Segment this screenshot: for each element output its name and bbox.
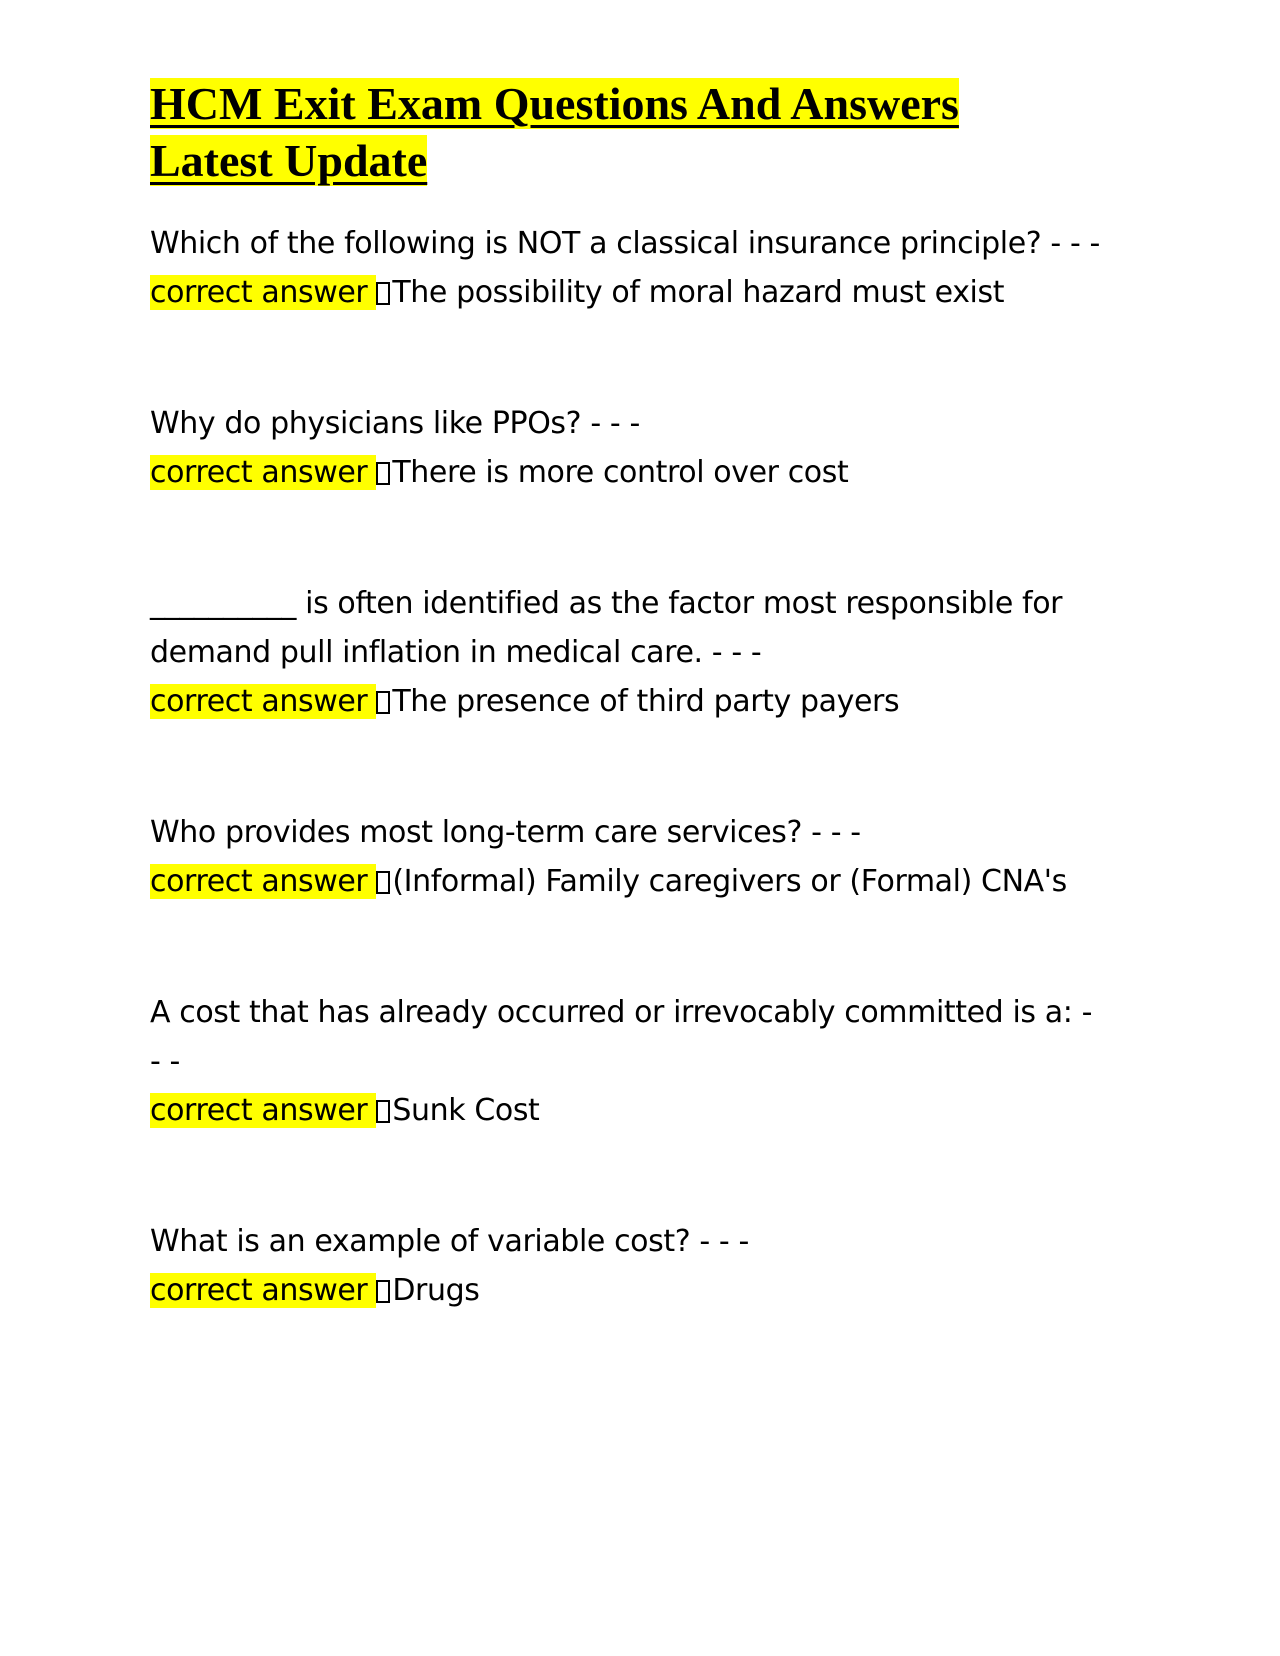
answer-label: correct answer [150, 864, 376, 899]
qa-item-2 [150, 399, 1110, 497]
answer-label: correct answer [150, 684, 376, 719]
qa-item-6 [150, 1217, 1110, 1315]
question-text: Why do physicians like PPOs? - - - [150, 406, 640, 441]
answer-text: There is more control over cost [392, 455, 849, 490]
answer-text: The presence of third party payers [392, 684, 900, 719]
qa-item-1 [150, 219, 1110, 317]
answer-label: correct answer [150, 455, 376, 490]
question-text: Who provides most long-term care services? - - - [150, 815, 861, 850]
missing-glyph-box-icon [376, 691, 390, 714]
answer-text: (Informal) Family caregivers or (Formal) CNA's [392, 864, 1067, 899]
answer-line [150, 268, 1110, 317]
title-line-2: Latest Update [150, 135, 428, 186]
qa-item-4 [150, 808, 1110, 906]
missing-glyph-box-icon [376, 1100, 390, 1123]
answer-line [150, 677, 1110, 726]
document-title [150, 75, 1110, 189]
question-text: A cost that has already occurred or irrevocably committed is a: - - - [150, 995, 1092, 1079]
answer-text: Sunk Cost [392, 1093, 540, 1128]
title-line-1: HCM Exit Exam Questions And Answers [150, 78, 959, 129]
missing-glyph-box-icon [376, 462, 390, 485]
question-text: What is an example of variable cost? - - - [150, 1224, 749, 1259]
answer-text: The possibility of moral hazard must exist [392, 275, 1005, 310]
answer-line [150, 448, 1110, 497]
qa-item-5 [150, 988, 1110, 1135]
answer-line [150, 857, 1110, 906]
answer-text: Drugs [392, 1273, 480, 1308]
missing-glyph-box-icon [376, 1280, 390, 1303]
question-text: Which of the following is NOT a classical insurance principle? - - - [150, 226, 1100, 261]
missing-glyph-box-icon [376, 282, 390, 305]
missing-glyph-box-icon [376, 871, 390, 894]
answer-label: correct answer [150, 1093, 376, 1128]
answer-label: correct answer [150, 275, 376, 310]
qa-item-3 [150, 579, 1110, 726]
answer-line [150, 1266, 1110, 1315]
document-content [150, 75, 1110, 1397]
answer-label: correct answer [150, 1273, 376, 1308]
answer-line [150, 1086, 1110, 1135]
question-text: __________ is often identified as the factor most responsible for demand pull inflation in medical care. - - - [150, 586, 1063, 670]
